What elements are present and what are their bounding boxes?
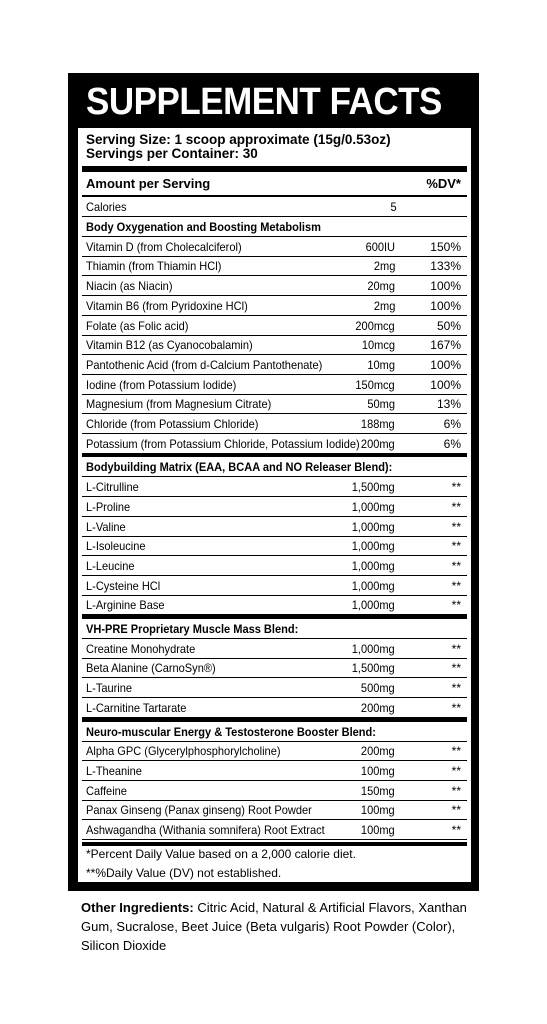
nutrient-name: L-Carnitine Tartarate xyxy=(86,700,187,715)
nutrient-name: Creatine Monohydrate xyxy=(86,641,196,656)
nutrient-name: Magnesium (from Magnesium Citrate) xyxy=(86,397,272,412)
footnote-dv: *Percent Daily Value based on a 2,000 calorie diet. xyxy=(86,847,356,861)
nutrient-name: Beta Alanine (CarnoSyn®) xyxy=(86,661,216,676)
other-ingredients-text: Citric Acid, Natural & Artificial Flavors, Xanthan Gum, Sucralose, Beet Juice (Beta vulgaris) Root Powder (Color), Silicon Dioxide xyxy=(81,900,467,953)
nutrient-row xyxy=(82,256,467,276)
nutrient-name: L-Valine xyxy=(86,519,126,534)
nutrient-amount: 100mg xyxy=(361,803,395,818)
nutrient-amount: 2mg xyxy=(373,298,395,313)
amount-per-serving-label: Amount per Serving xyxy=(86,176,211,191)
nutrient-dv: 100% xyxy=(430,377,461,392)
nutrient-name: Niacin (as Niacin) xyxy=(86,279,173,294)
other-ingredients-label: Other Ingredients: xyxy=(81,900,194,915)
nutrient-row xyxy=(82,576,467,596)
nutrient-row xyxy=(82,678,467,698)
nutrient-row xyxy=(82,556,467,576)
nutrient-row xyxy=(82,517,467,537)
nutrient-name: L-Taurine xyxy=(86,681,133,696)
nutrient-dv: ** xyxy=(451,598,461,613)
section-header xyxy=(82,619,467,639)
nutrient-dv: ** xyxy=(451,823,461,837)
nutrient-amount: 188mg xyxy=(361,417,395,431)
nutrient-name: Vitamin B6 (from Pyridoxine HCl) xyxy=(86,298,248,313)
nutrient-amount: 100mg xyxy=(361,823,395,837)
nutrient-name: L-Cysteine HCl xyxy=(86,578,161,593)
nutrient-row xyxy=(82,497,467,517)
nutrient-amount: 200mcg xyxy=(355,318,395,333)
nutrient-name: Pantothenic Acid (from d-Calcium Pantothenate) xyxy=(86,357,323,372)
nutrient-dv: 100% xyxy=(430,298,461,313)
nutrient-amount: 1,000mg xyxy=(352,499,395,514)
nutrient-row xyxy=(82,698,467,718)
nutrient-name: Chloride (from Potassium Chloride) xyxy=(86,417,259,431)
nutrient-amount: 10mg xyxy=(367,357,395,372)
nutrient-dv: 100% xyxy=(430,279,461,294)
nutrient-name: L-Arginine Base xyxy=(86,598,165,613)
nutrient-amount: 1,000mg xyxy=(352,578,395,593)
section-header xyxy=(82,722,467,742)
nutrient-dv: 50% xyxy=(436,318,461,333)
nutrient-amount: 10mcg xyxy=(361,338,395,353)
nutrient-row xyxy=(82,536,467,556)
nutrient-name: Panax Ginseng (Panax ginseng) Root Powder xyxy=(86,803,312,818)
bottom-divider xyxy=(82,842,467,846)
nutrient-dv: 6% xyxy=(443,417,461,431)
nutrient-name: Vitamin B12 (as Cyanocobalamin) xyxy=(86,338,253,353)
nutrient-name: L-Leucine xyxy=(86,558,135,573)
nutrient-row xyxy=(82,335,467,355)
nutrient-row xyxy=(82,658,467,678)
nutrient-row xyxy=(82,394,467,414)
nutrient-dv: ** xyxy=(451,700,461,715)
nutrient-row xyxy=(82,820,467,840)
nutrient-name: Iodine (from Potassium Iodide) xyxy=(86,377,237,392)
nutrient-name: L-Citrulline xyxy=(86,480,139,495)
nutrient-dv: ** xyxy=(451,744,461,759)
nutrient-dv: ** xyxy=(451,681,461,696)
nutrient-name: Caffeine xyxy=(86,783,127,798)
label-title: SUPPLEMENT FACTS xyxy=(86,81,442,123)
nutrient-row xyxy=(82,595,467,615)
section-title: Body Oxygenation and Boosting Metabolism xyxy=(86,220,321,234)
nutrient-amount: 1,000mg xyxy=(352,558,395,573)
nutrient-dv: ** xyxy=(451,499,461,514)
nutrient-dv: ** xyxy=(451,641,461,656)
nutrient-amount: 20mg xyxy=(367,279,395,294)
nutrient-row xyxy=(82,355,467,375)
nutrient-row xyxy=(82,761,467,781)
nutrient-dv: 167% xyxy=(430,338,461,353)
calories-amount: 5 xyxy=(390,200,397,214)
footnote-not-established: **%Daily Value (DV) not established. xyxy=(86,866,282,880)
nutrient-row xyxy=(82,276,467,296)
nutrient-row xyxy=(82,296,467,316)
nutrient-row xyxy=(82,477,467,497)
nutrient-row xyxy=(82,316,467,336)
nutrient-name: Folate (as Folic acid) xyxy=(86,318,189,333)
nutrient-row xyxy=(82,434,467,454)
nutrient-amount: 50mg xyxy=(367,397,395,412)
thick-divider xyxy=(82,166,467,172)
nutrient-name: Ashwagandha (Withania somnifera) Root Extract xyxy=(86,823,325,837)
nutrient-dv: 100% xyxy=(430,357,461,372)
section-title: Neuro-muscular Energy & Testosterone Booster Blend: xyxy=(86,724,376,739)
other-ingredients xyxy=(81,898,471,955)
nutrient-amount: 1,000mg xyxy=(352,641,395,656)
nutrient-row xyxy=(82,237,467,257)
nutrient-amount: 150mg xyxy=(361,783,395,798)
nutrient-row xyxy=(82,639,467,659)
nutrient-dv: ** xyxy=(451,783,461,798)
nutrient-dv: ** xyxy=(451,558,461,573)
facts-panel xyxy=(78,128,471,882)
servings-per-container: Servings per Container: 30 xyxy=(86,146,258,161)
nutrient-amount: 150mcg xyxy=(355,377,395,392)
nutrient-amount: 1,000mg xyxy=(352,539,395,554)
nutrient-row xyxy=(82,375,467,395)
nutrient-row xyxy=(82,414,467,434)
nutrient-dv: ** xyxy=(451,763,461,778)
nutrient-amount: 1,500mg xyxy=(352,480,395,495)
nutrient-dv: ** xyxy=(451,480,461,495)
nutrient-amount: 600IU xyxy=(365,239,395,254)
nutrient-dv: ** xyxy=(451,803,461,818)
nutrient-amount: 2mg xyxy=(373,259,395,274)
nutrient-amount: 1,500mg xyxy=(352,661,395,676)
nutrient-amount: 1,000mg xyxy=(352,598,395,613)
nutrient-dv: ** xyxy=(451,519,461,534)
calories-label: Calories xyxy=(86,200,127,214)
nutrient-amount: 200mg xyxy=(361,700,395,715)
calories-row xyxy=(82,197,467,217)
nutrient-name: L-Theanine xyxy=(86,763,142,778)
nutrient-dv: 6% xyxy=(443,436,461,451)
section-title: VH-PRE Proprietary Muscle Mass Blend: xyxy=(86,622,299,636)
section-header xyxy=(82,457,467,477)
nutrient-dv: 133% xyxy=(430,259,461,274)
section-header xyxy=(82,217,467,237)
nutrient-row xyxy=(82,741,467,761)
nutrient-dv: ** xyxy=(451,661,461,676)
nutrient-name: Potassium (from Potassium Chloride, Potassium Iodide) xyxy=(86,436,360,451)
nutrient-name: L-Isoleucine xyxy=(86,539,146,554)
nutrient-name: Alpha GPC (Glycerylphosphorylcholine) xyxy=(86,744,281,759)
section-title: Bodybuilding Matrix (EAA, BCAA and NO Releaser Blend): xyxy=(86,460,393,475)
nutrient-amount: 500mg xyxy=(361,681,395,696)
nutrient-dv: 13% xyxy=(436,397,461,412)
nutrient-name: L-Proline xyxy=(86,499,131,514)
nutrient-row xyxy=(82,781,467,801)
nutrient-name: Thiamin (from Thiamin HCl) xyxy=(86,259,222,274)
nutrient-dv: ** xyxy=(451,539,461,554)
amount-header-row xyxy=(82,173,467,195)
nutrient-dv: 150% xyxy=(430,239,461,254)
nutrient-amount: 200mg xyxy=(361,436,395,451)
nutrient-amount: 200mg xyxy=(361,744,395,759)
nutrient-amount: 1,000mg xyxy=(352,519,395,534)
nutrient-dv: ** xyxy=(451,578,461,593)
dv-header: %DV* xyxy=(426,176,461,191)
serving-size: Serving Size: 1 scoop approximate (15g/0.53oz) xyxy=(86,132,391,147)
nutrient-amount: 100mg xyxy=(361,763,395,778)
nutrient-row xyxy=(82,800,467,820)
nutrient-name: Vitamin D (from Cholecalciferol) xyxy=(86,239,242,254)
